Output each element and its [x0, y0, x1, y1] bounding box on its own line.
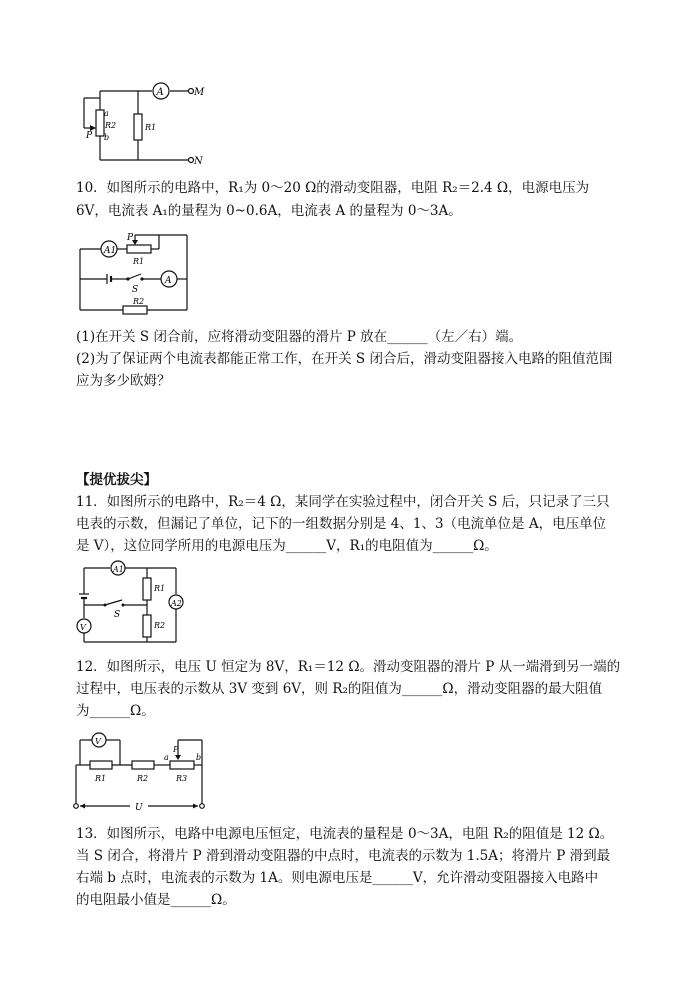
svg-text:R1: R1 [133, 257, 145, 266]
q13-line1: 13．如图所示，电路中电源电压恒定，电流表的量程是 0～3A，电阻 R₂的阻值是 12 Ω。 [76, 826, 614, 842]
svg-text:U: U [135, 803, 143, 813]
q11-line2: 电表的示数，但漏记了单位，记下的一组数据分别是 4、1、3（电流单位是 A，电压单位 [76, 516, 607, 532]
r2-resistor [143, 615, 151, 637]
svg-text:A1: A1 [113, 565, 124, 574]
terminal-n [189, 158, 194, 163]
r2-rheostat [96, 110, 104, 136]
svg-text:b: b [104, 133, 110, 142]
q10-line2: 6V，电流表 A₁的量程为 0~0.6A，电流表 A 的量程为 0～3A。 [76, 203, 462, 219]
svg-text:a: a [164, 753, 169, 762]
r1-resistor [90, 761, 112, 769]
q12-line3: 为______Ω。 [76, 703, 155, 719]
section-title: 【提优拔尖】 [76, 472, 157, 488]
svg-text:V: V [95, 737, 101, 746]
svg-text:a: a [104, 109, 109, 118]
r1-resistor [134, 114, 142, 140]
svg-text:R1: R1 [145, 123, 157, 132]
q12-line1: 12．如图所示，电压 U 恒定为 8V，R₁＝12 Ω。滑动变阻器的滑片 P 从一端滑到另一端的 [76, 659, 621, 675]
q13-line4: 的电阻最小值是______Ω。 [76, 892, 236, 908]
svg-text:b: b [196, 753, 202, 762]
svg-text:V: V [80, 623, 86, 632]
svg-text:R3: R3 [176, 774, 188, 783]
svg-text:A2: A2 [171, 599, 182, 608]
q13-line2: 当 S 闭合，将滑片 P 滑到滑动变阻器的中点时，电流表的示数为 1.5A；将滑片 P 滑到最 [76, 848, 611, 864]
svg-text:S: S [114, 610, 121, 620]
svg-text:R1: R1 [95, 774, 107, 783]
q10-circuit-diagram [75, 232, 200, 317]
svg-text:R2: R2 [154, 621, 166, 630]
q10-sub2-line1: (2)为了保证两个电流表都能正常工作，在开关 S 闭合后，滑动变阻器接入电路的阻值范围 [76, 351, 613, 367]
svg-text:R2: R2 [137, 774, 149, 783]
q10-line1: 10．如图所示的电路中，R₁为 0～20 Ω的滑动变阻器，电阻 R₂＝2.4 Ω，电源电压为 [76, 180, 590, 196]
terminal-m [189, 89, 194, 94]
svg-text:N: N [194, 156, 203, 167]
r2-resistor [132, 761, 154, 769]
r1-resistor [143, 578, 151, 600]
slider-p [175, 755, 181, 760]
svg-text:A: A [165, 276, 172, 286]
r3-rheostat [170, 761, 194, 769]
q11-line1: 11．如图所示的电路中，R₂＝4 Ω，某同学在实验过程中，闭合开关 S 后，只记录了三只 [76, 494, 610, 510]
svg-text:S: S [132, 285, 139, 295]
q11-line3: 是 V），这位同学所用的电源电压为______V，R₁的电阻值为______Ω。 [76, 538, 498, 554]
svg-text:R1: R1 [154, 584, 166, 593]
q10-sub1: (1)在开关 S 闭合前，应将滑动变阻器的滑片 P 放在______（左／右）端。 [76, 329, 523, 345]
svg-text:P: P [127, 233, 134, 243]
q12-circuit-diagram [72, 730, 212, 812]
r1-rheostat [127, 245, 151, 253]
q10-sub2-line2: 应为多少欧姆？ [76, 373, 171, 389]
svg-text:P: P [86, 131, 93, 141]
terminal-m-label: M [194, 87, 205, 98]
q12-line2: 过程中，电压表的示数从 3V 变到 6V，则 R₂的阻值为______Ω，滑动变阻器的最大阻值 [76, 681, 603, 697]
ammeter-label: A [156, 87, 164, 98]
svg-text:P: P [173, 745, 179, 754]
svg-text:A1: A1 [104, 246, 117, 256]
q9-circuit-diagram [70, 80, 220, 170]
svg-text:R2: R2 [105, 121, 117, 130]
q13-line3: 右端 b 点时，电流表的示数为 1A。则电源电压是______V，允许滑动变阻器接入电路中 [76, 870, 599, 886]
r2-resistor [123, 306, 147, 314]
q11-circuit-diagram [74, 560, 189, 650]
svg-text:R2: R2 [133, 297, 145, 306]
